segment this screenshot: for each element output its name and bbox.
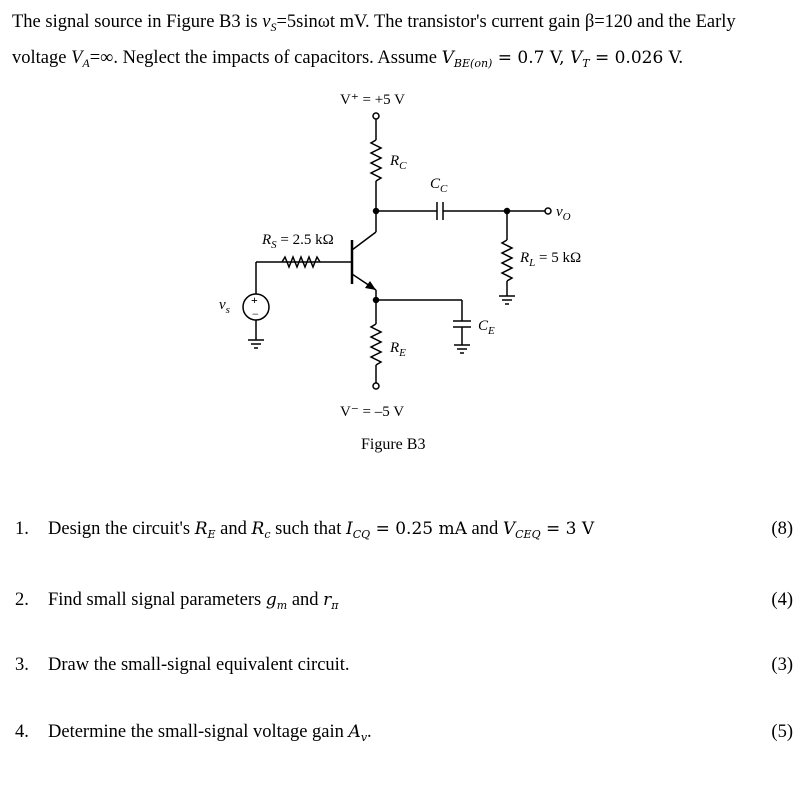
vminus-label: V⁻ = –5 V bbox=[340, 404, 405, 420]
cc-label: $C_C$ bbox=[430, 176, 448, 195]
rc-label: $R_C$ bbox=[390, 153, 407, 172]
vs-label: $v_s$ bbox=[219, 297, 230, 316]
re-resistor bbox=[371, 324, 381, 365]
rs-label: $R_S = 2.5$ kΩ bbox=[262, 232, 334, 251]
re-label: $R_E$ bbox=[390, 340, 406, 359]
vs-plus: + bbox=[251, 293, 258, 307]
vo-label: $v_O$ bbox=[556, 204, 571, 223]
rl-resistor bbox=[502, 240, 512, 281]
question-1: 1. Design the circuit's $R_E$ and $R_c$ such that $I_{CQ} = 0.25$ mA and $V_{CEQ} = 3$ V (8) bbox=[15, 519, 793, 541]
intro-line-1: The signal source in Figure B3 is $v_S=5\sin\omega t$ mV. The transistor's current gain β=120 and the Early bbox=[12, 12, 736, 34]
ground-vs bbox=[248, 340, 264, 348]
intro-line-2: voltage $V_A=\infty$. Neglect the impacts of capacitors. Assume $V_{BE(on)} = 0.7$ V, $V_T = 0.026$ V. bbox=[12, 48, 684, 70]
emitter-arrow bbox=[365, 281, 376, 290]
ground-rl bbox=[499, 296, 515, 304]
question-2: 2. Find small signal parameters $g_m$ and $r_\pi$ (4) bbox=[15, 590, 793, 612]
points-badge: (8) bbox=[771, 519, 793, 539]
question-4: 4. Determine the small-signal voltage gain $A_v$. (5) bbox=[15, 722, 793, 744]
vminus-terminal bbox=[373, 383, 379, 389]
ce-label: $C_E$ bbox=[478, 318, 495, 337]
rl-label: $R_L = 5$ kΩ bbox=[520, 250, 582, 269]
points-badge: (5) bbox=[771, 722, 793, 742]
rc-resistor bbox=[371, 140, 381, 181]
vplus-label: V⁺ = +5 V bbox=[340, 92, 405, 108]
question-3: 3. Draw the small-signal equivalent circuit. (3) bbox=[15, 655, 793, 675]
figure-caption: Figure B3 bbox=[361, 436, 426, 453]
ground-ce bbox=[454, 345, 470, 353]
vplus-terminal bbox=[373, 113, 379, 119]
points-badge: (4) bbox=[771, 590, 793, 610]
points-badge: (3) bbox=[771, 655, 793, 675]
vs-minus: − bbox=[252, 307, 259, 321]
vo-terminal bbox=[545, 208, 551, 214]
transistor-collector bbox=[352, 232, 376, 250]
